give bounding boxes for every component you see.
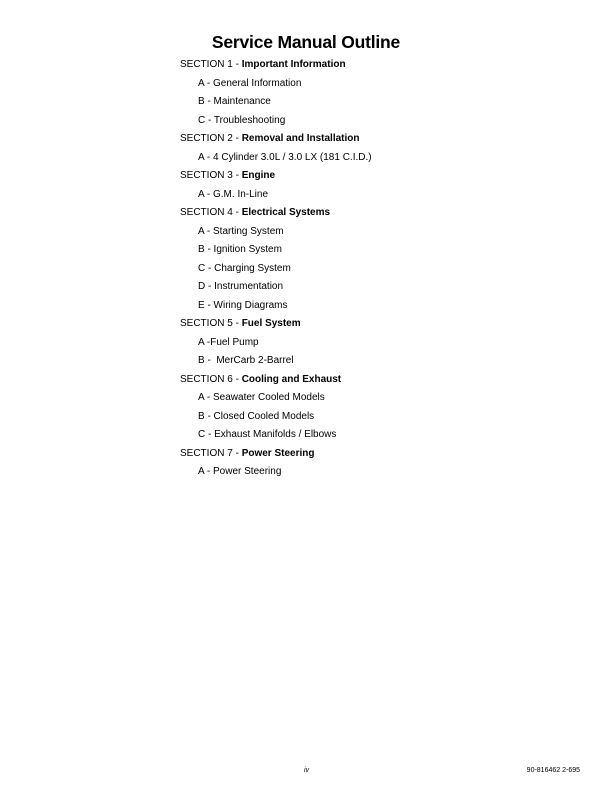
section-heading [180, 371, 372, 390]
section-name: Cooling and Exhaust [241, 373, 342, 385]
outline-list [180, 56, 372, 482]
subsection-item: A -Fuel Pump [198, 336, 259, 348]
subsection-item: A - General Information [198, 77, 302, 89]
section-6 [180, 371, 372, 445]
section-heading [180, 167, 372, 186]
section-name: Electrical Systems [241, 207, 331, 218]
subsection-item: B - Maintenance [198, 96, 271, 107]
subsection-item: C - Troubleshooting [198, 114, 286, 126]
subsection-item: A - 4 Cylinder 3.0L / 3.0 LX (181 C.I.D.) [198, 151, 372, 163]
subsection-item: A - Starting System [198, 225, 284, 237]
subsection-item: C - Charging System [198, 262, 291, 274]
section-number: SECTION 2 - [180, 133, 242, 144]
subsection-item: C - Exhaust Manifolds / Elbows [198, 429, 337, 440]
subsection-item: B - Ignition System [198, 244, 282, 255]
section-heading [180, 445, 372, 464]
section-heading [180, 56, 372, 75]
subsection-item: B - MerCarb 2-Barrel [198, 355, 294, 366]
page-number: iv [304, 767, 310, 774]
section-number: SECTION 7 - [180, 447, 242, 459]
section-3 [180, 167, 372, 204]
section-4 [180, 204, 372, 315]
section-heading [180, 204, 372, 223]
section-heading [180, 315, 372, 334]
section-2 [180, 130, 372, 167]
section-number: SECTION 4 - [180, 207, 242, 218]
section-number: SECTION 3 - [180, 170, 242, 181]
section-number: SECTION 5 - [180, 318, 242, 329]
section-name: Removal and Installation [241, 133, 360, 144]
section-5 [180, 315, 372, 371]
section-name: Fuel System [241, 318, 301, 329]
section-heading [180, 130, 372, 149]
section-7 [180, 445, 372, 482]
document-number: 90-816462 2-695 [526, 767, 580, 774]
section-number: SECTION 6 - [180, 373, 242, 385]
subsection-item: E - Wiring Diagrams [198, 299, 288, 311]
section-1 [180, 56, 372, 130]
subsection-item: A - Power Steering [198, 466, 282, 477]
subsection-item: A - G.M. In-Line [198, 188, 269, 200]
subsection-item: A - Seawater Cooled Models [198, 392, 325, 403]
section-name: Engine [241, 170, 276, 181]
section-name: Power Steering [241, 447, 315, 459]
page-title: Service Manual Outline [211, 32, 401, 52]
subsection-item: D - Instrumentation [198, 281, 284, 292]
section-number: SECTION 1 - [180, 59, 242, 70]
subsection-item: B - Closed Cooled Models [198, 410, 315, 422]
section-name: Important Information [241, 59, 346, 70]
